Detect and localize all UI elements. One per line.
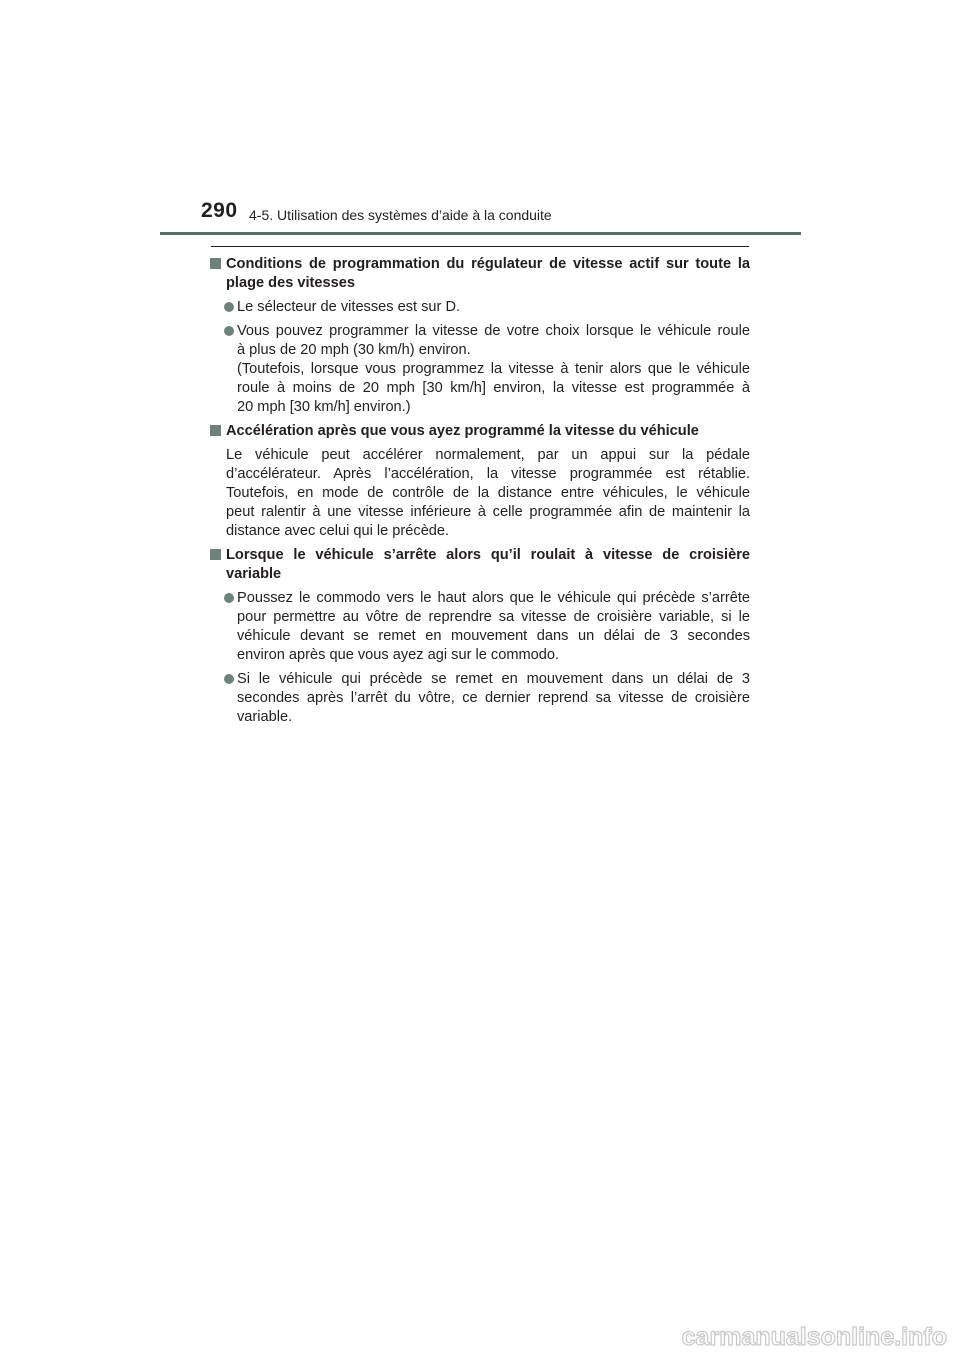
text-line: Toutefois, en mode de contrôle de la distance entre véhicules, le véhicule bbox=[226, 485, 750, 501]
text-line: roule à moins de 20 mph [30 km/h] environ, la vitesse est programmée à bbox=[237, 380, 750, 396]
text-line: d’accélérateur. Après l’accélération, la vitesse programmée est rétablie. bbox=[226, 466, 750, 482]
text-line: Poussez le commodo vers le haut alors que le véhicule qui précède s’arrête bbox=[237, 590, 750, 606]
text-line: environ après que vous ayez agi sur le commodo. bbox=[237, 647, 560, 663]
heading-line: Conditions de programmation du régulateur de vitesse actif sur toute la bbox=[226, 256, 750, 272]
text-line: Si le véhicule qui précède se remet en mouvement dans un délai de 3 bbox=[237, 671, 750, 687]
text-line: variable. bbox=[237, 709, 293, 725]
heading-line: Accélération après que vous ayez programmé la vitesse du véhicule bbox=[226, 423, 699, 439]
text-line: (Toutefois, lorsque vous programmez la vitesse à tenir alors que le véhicule bbox=[237, 361, 750, 377]
text-line: pour permettre au vôtre de reprendre sa vitesse de croisière variable, si le bbox=[237, 609, 750, 625]
text-line: à plus de 20 mph (30 km/h) environ. bbox=[237, 342, 471, 358]
text-line: peut ralentir à une vitesse inférieure à celle programmée afin de maintenir la bbox=[226, 504, 750, 520]
section-title: 4-5. Utilisation des systèmes d’aide à la conduite bbox=[249, 207, 552, 223]
page-number: 290 bbox=[201, 199, 238, 222]
text-line: véhicule devant se remet en mouvement dans un délai de 3 secondes bbox=[237, 628, 750, 644]
text-line: Vous pouvez programmer la vitesse de votre choix lorsque le véhicule roule bbox=[237, 323, 750, 339]
text-line: secondes après l’arrêt du vôtre, ce dernier reprend sa vitesse de croisière bbox=[237, 690, 750, 706]
text-line: Le véhicule peut accélérer normalement, par un appui sur la pédale bbox=[226, 447, 750, 463]
heading-line: variable bbox=[226, 566, 282, 582]
text-line: distance avec celui qui le précède. bbox=[226, 523, 450, 539]
text-line: 20 mph [30 km/h] environ.) bbox=[237, 399, 411, 415]
text-line: Le sélecteur de vitesses est sur D. bbox=[237, 299, 461, 315]
watermark-text: carmanualsonline.info bbox=[681, 1323, 947, 1351]
heading-line: Lorsque le véhicule s’arrête alors qu’il roulait à vitesse de croisière bbox=[226, 547, 750, 563]
heading-line: plage des vitesses bbox=[226, 275, 355, 291]
